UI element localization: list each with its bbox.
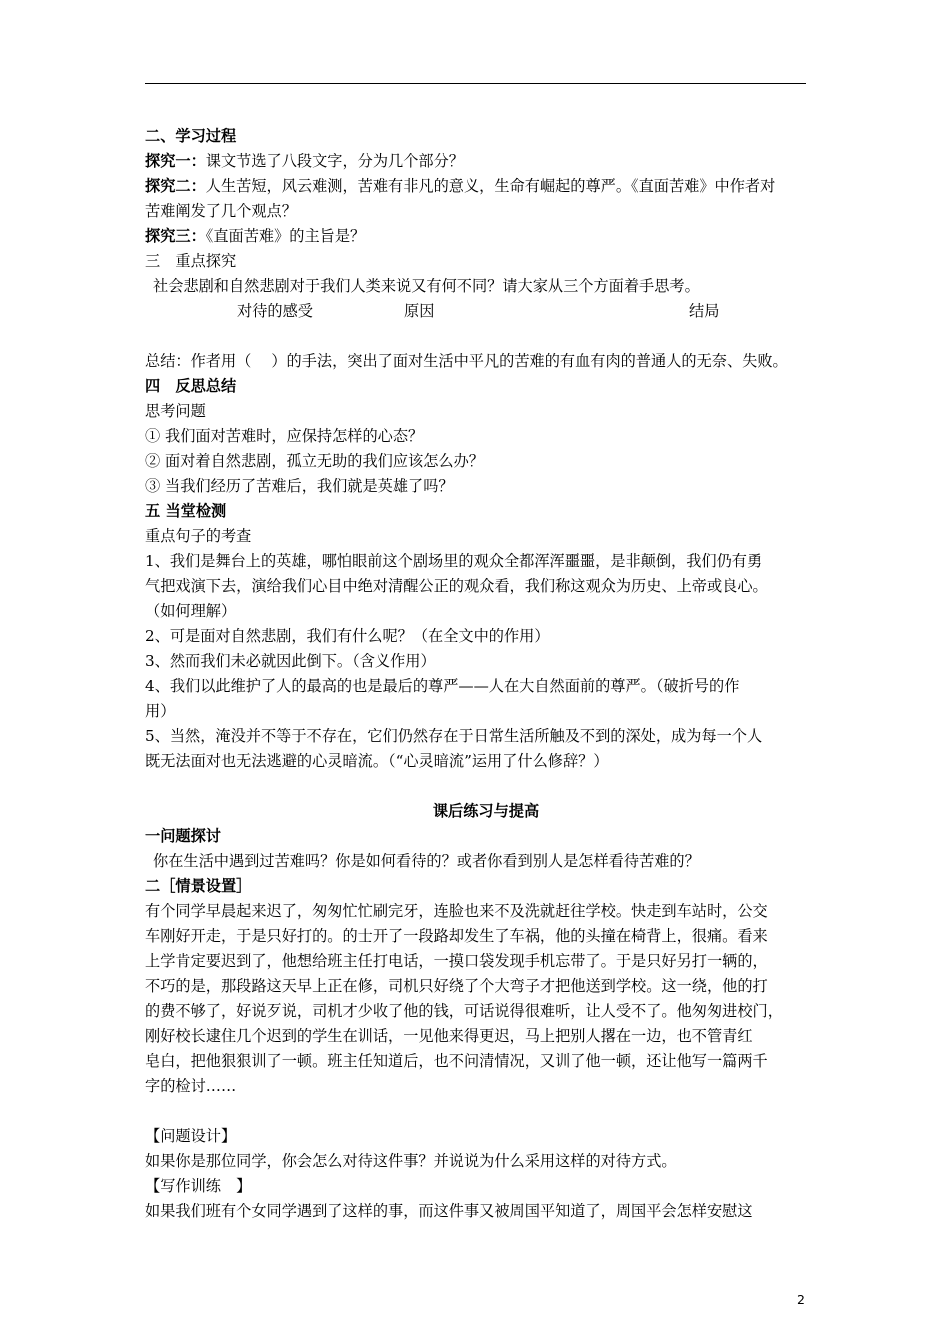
scenario-text-4: 不巧的是，那段路这天早上正在修，司机只好绕了个大弯子才把他送到学校。这一绕，他的打 (145, 977, 768, 995)
scenario-text-3: 上学肯定要迟到了，他想给班主任打电话，一摸口袋发现手机忘带了。于是只好另打一辆的， (145, 952, 768, 970)
blank-line (145, 1099, 817, 1124)
key-sentences-label: 重点句子的考查 (145, 527, 252, 545)
test-item-4-continued: 用） (145, 702, 176, 720)
question-design-heading: 【问题设计】 (145, 1127, 237, 1145)
inquiry-one-text: 课文节选了八段文字，分为几个部分？ (205, 152, 464, 170)
exercise-title: 课后练习与提高 (432, 802, 540, 820)
test-item-4: 4、我们以此维护了人的最高的也是最后的尊严——人在大自然面前的尊严。（破折号的作 (145, 677, 740, 695)
column-feeling: 对待的感受 (237, 302, 313, 320)
discussion-question: 你在生活中遇到过苦难吗？你是如何看待的？或者你看到别人是怎样看待苦难的？ (153, 852, 700, 870)
writing-training-heading: 【写作训练 】 (145, 1177, 252, 1195)
section-heading-reflection: 四 反思总结 (145, 377, 237, 395)
section-heading-scenario: 二［情景设置］ (145, 877, 252, 895)
reflection-question-1: ① 我们面对苦难时，应保持怎样的心态？ (145, 427, 424, 445)
header-rule (145, 83, 806, 84)
inquiry-three-label: 探究三： (145, 227, 206, 245)
section-heading-discussion: 一问题探讨 (145, 827, 221, 845)
column-outcome: 结局 (689, 302, 720, 320)
test-item-3: 3、然而我们未必就因此倒下。（含义作用） (145, 652, 436, 670)
page-content (145, 124, 817, 1224)
summary-line: 总结：作者用（ ）的手法，突出了面对生活中平凡的苦难的有血有肉的普通人的无奈、失败。 (145, 352, 788, 370)
inquiry-two-label: 探究二： (145, 177, 206, 195)
inquiry-two-text: 人生苦短，风云难测，苦难有非凡的意义，生命有崛起的尊严。《直面苦难》中作者对 (205, 177, 776, 195)
inquiry-three (145, 224, 817, 249)
inquiry-two (145, 174, 817, 199)
section-heading-learning-process: 二、学习过程 (145, 127, 237, 145)
section-heading-class-test: 五 当堂检测 (145, 502, 227, 520)
page-number: 2 (797, 1292, 805, 1307)
key-inquiry-question: 社会悲剧和自然悲剧对于我们人类来说又有何不同？请大家从三个方面着手思考。 (153, 277, 700, 295)
thinking-questions-label: 思考问题 (145, 402, 206, 420)
blank-line (145, 774, 817, 799)
blank-line (145, 324, 817, 349)
column-cause: 原因 (404, 302, 435, 320)
writing-training-text: 如果我们班有个女同学遇到了这样的事，而这件事又被周国平知道了，周国平会怎样安慰这 (145, 1202, 753, 1220)
section-heading-key-inquiry: 三 重点探究 (145, 252, 237, 270)
scenario-text-7: 皂白，把他狠狠训了一顿。班主任知道后，也不问清情况，又训了他一顿，还让他写一篇两千 (145, 1052, 768, 1070)
test-item-1-continued: 气把戏演下去，演给我们心目中绝对清醒公正的观众看，我们称这观众为历史、上帝或良心。 (145, 577, 768, 595)
question-design-text: 如果你是那位同学，你会怎么对待这件事？并说说为什么采用这样的对待方式。 (145, 1152, 677, 1170)
test-item-5: 5、当然，淹没并不等于不存在，它们仍然存在于日常生活所触及不到的深处，成为每一个人 (145, 727, 763, 745)
test-item-1-prompt: （如何理解） (145, 602, 237, 620)
test-item-2: 2、可是面对自然悲剧，我们有什么呢？（在全文中的作用） (145, 627, 550, 645)
comparison-columns (145, 299, 817, 324)
test-item-5-continued: 既无法面对也无法逃避的心灵暗流。（“心灵暗流”运用了什么修辞？） (145, 752, 609, 770)
scenario-text-8: 字的检讨…… (145, 1077, 237, 1095)
scenario-text-5: 的费不够了，好说歹说，司机才少收了他的钱，可话说得很难听，让人受不了。他匆匆进校门， (145, 1002, 783, 1020)
scenario-text-6: 刚好校长逮住几个迟到的学生在训话，一见他来得更迟，马上把别人撂在一边，也不管青红 (145, 1027, 753, 1045)
inquiry-two-continued: 苦难阐发了几个观点？ (145, 202, 297, 220)
inquiry-three-text: 《直面苦难》的主旨是？ (205, 227, 366, 245)
inquiry-one-label: 探究一： (145, 152, 206, 170)
scenario-text-1: 有个同学早晨起来迟了，匆匆忙忙刷完牙，连脸也来不及洗就赶往学校。快走到车站时，公交 (145, 902, 768, 920)
reflection-question-3: ③ 当我们经历了苦难后，我们就是英雄了吗？ (145, 477, 454, 495)
test-item-1: 1、我们是舞台上的英雄，哪怕眼前这个剧场里的观众全都浑浑噩噩，是非颠倒，我们仍有勇 (145, 552, 763, 570)
reflection-question-2: ② 面对着自然悲剧，孤立无助的我们应该怎么办？ (145, 452, 484, 470)
scenario-text-2: 车刚好开走，于是只好打的。的士开了一段路却发生了车祸，他的头撞在椅背上，很痛。看来 (145, 927, 768, 945)
inquiry-one (145, 149, 817, 174)
